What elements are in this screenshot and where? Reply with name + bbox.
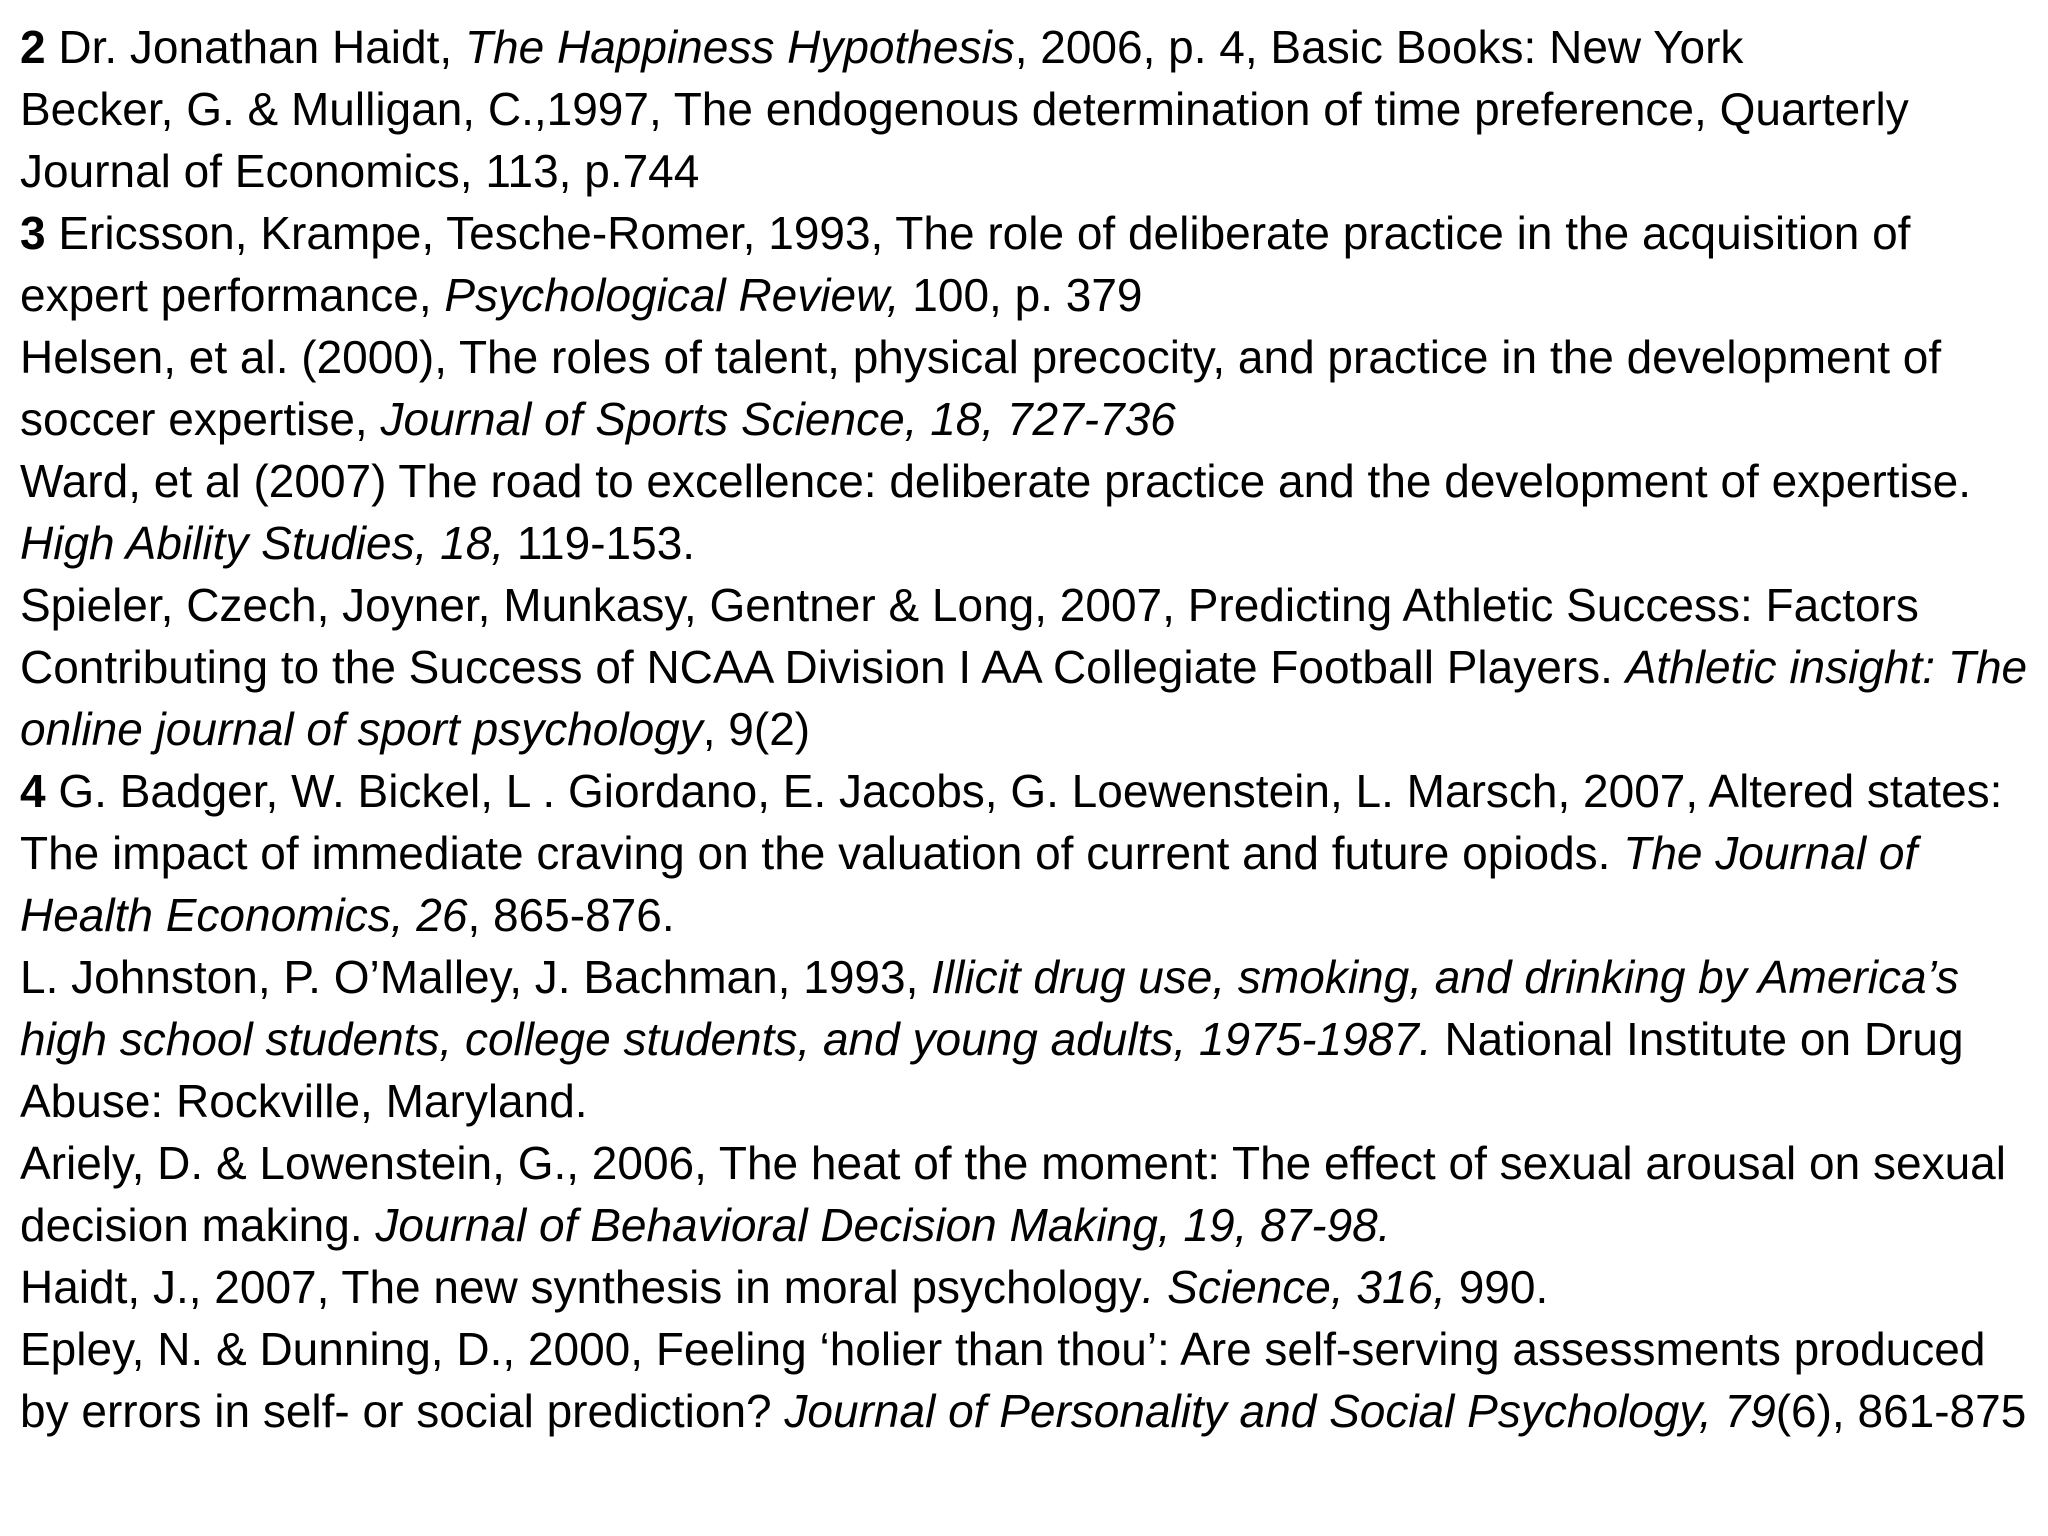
footnote-number: 3	[20, 207, 46, 259]
reference-entry	[20, 78, 2036, 202]
reference-italic-text: Journal of Sports Science, 18, 727-736	[380, 393, 1176, 445]
reference-text: Becker, G. & Mulligan, C.,1997, The endogenous determination of time preference, Quarterly Journal of Economics, 113, p.744	[20, 83, 1909, 197]
reference-text: National Institute on Drug Abuse: Rockville, Maryland.	[20, 1013, 1964, 1127]
reference-entry	[20, 326, 2036, 450]
reference-italic-text: Illicit drug use, smoking, and drinking by America’s high school students, college students, and young adults, 1975-1987.	[20, 951, 1959, 1065]
reference-text: Ariely, D. & Lowenstein, G., 2006, The heat of the moment: The effect of sexual arousal on sexual decision making.	[20, 1137, 2006, 1251]
reference-text: Ward, et al (2007) The road to excellence: deliberate practice and the development of expertise.	[20, 455, 1972, 507]
reference-text: Ericsson, Krampe, Tesche-Romer, 1993, The role of deliberate practice in the acquisition of expert performance,	[20, 207, 1911, 321]
reference-entry	[20, 760, 2036, 946]
footnote-number: 2	[20, 21, 46, 73]
reference-text: Helsen, et al. (2000), The roles of talent, physical precocity, and practice in the development of soccer expertise,	[20, 331, 1942, 445]
reference-list	[20, 16, 2036, 1442]
reference-italic-text: Journal of Personality and Social Psychology, 79	[784, 1385, 1776, 1437]
reference-text: , 865-876.	[467, 889, 675, 941]
reference-text: Haidt, J., 2007, The new synthesis in moral psychology	[20, 1261, 1142, 1313]
reference-italic-text: The Journal of Health Economics, 26	[20, 827, 1918, 941]
reference-entry	[20, 946, 2036, 1132]
reference-italic-text: The Happiness Hypothesis	[464, 21, 1015, 73]
reference-text: Dr. Jonathan Haidt,	[45, 21, 465, 73]
reference-entry	[20, 1132, 2036, 1256]
reference-text: G. Badger, W. Bickel, L . Giordano, E. Jacobs, G. Loewenstein, L. Marsch, 2007, Altered states: The impact of immediate craving on the valuation of current and future opiods.	[20, 765, 2003, 879]
reference-italic-text: Athletic insight: The online journal of sport psychology	[20, 641, 2028, 755]
reference-text: 990.	[1445, 1261, 1549, 1313]
reference-italic-text: . Science, 316,	[1141, 1261, 1446, 1313]
footnote-number: 4	[20, 765, 46, 817]
reference-entry	[20, 574, 2036, 760]
reference-text: 100, p. 379	[899, 269, 1143, 321]
reference-entry	[20, 202, 2036, 326]
reference-entry	[20, 450, 2036, 574]
reference-italic-text: Psychological Review,	[444, 269, 900, 321]
reference-italic-text: High Ability Studies, 18,	[20, 517, 505, 569]
reference-text: (6), 861-875	[1775, 1385, 2027, 1437]
reference-text: Epley, N. & Dunning, D., 2000, Feeling ‘holier than thou’: Are self-serving assessments produced by errors in self- or social prediction?	[20, 1323, 1986, 1437]
reference-text: , 9(2)	[702, 703, 811, 755]
reference-entry	[20, 16, 2036, 78]
reference-text: L. Johnston, P. O’Malley, J. Bachman, 1993,	[20, 951, 932, 1003]
reference-text: Spieler, Czech, Joyner, Munkasy, Gentner & Long, 2007, Predicting Athletic Success: Factors Contributing to the Success of NCAA Division I AA Collegiate Football Players.	[20, 579, 1919, 693]
reference-entry	[20, 1318, 2036, 1442]
reference-text: 119-153.	[504, 517, 696, 569]
reference-text: , 2006, p. 4, Basic Books: New York	[1014, 21, 1744, 73]
reference-italic-text: Journal of Behavioral Decision Making, 19, 87-98.	[375, 1199, 1391, 1251]
reference-entry	[20, 1256, 2036, 1318]
